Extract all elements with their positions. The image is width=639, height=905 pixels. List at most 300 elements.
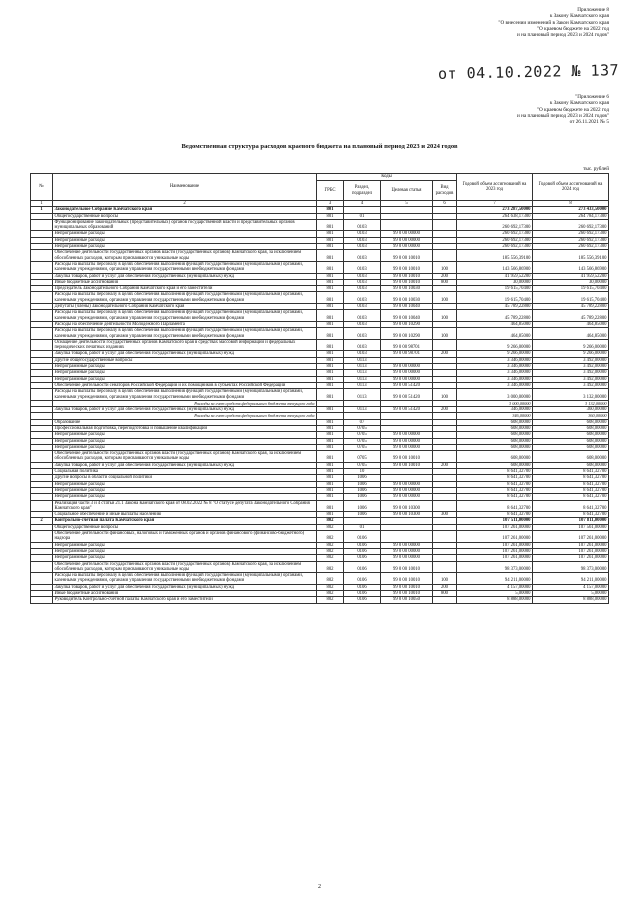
row-name-cell: Расходы на выплаты персоналу в целях обеспечения выполнения функций государственными (муниципальными) органами, казенными учреждениями, органами управления государственными внебюджетными фондами [53,389,317,401]
page-number: 2 [318,884,321,890]
units-label: тыс. рублей [583,166,609,172]
row-name-cell: Расходы за счет средств федерального бюджета текущего года [53,400,317,406]
csr-cell: 99 0 00 51420 [381,382,433,388]
razdel-cell: 0106 [344,597,381,603]
amount-2024-cell: 107 261,00000 [533,542,609,548]
table-row [31,531,609,543]
csr-cell: 99 0 00 10010 [381,561,433,573]
amount-2023-cell: 3 346,00000 [457,357,533,363]
amount-2023-cell: 260 692,17300 [457,237,533,243]
grbs-cell: 801 [317,407,344,413]
razdel-cell: 0705 [344,425,381,431]
razdel-cell: 0106 [344,555,381,561]
amount-2023-cell: 107 261,00000 [457,548,533,554]
amount-2024-cell: 608,00000 [533,444,609,450]
table-row [31,573,609,585]
razdel-cell: 0113 [344,357,381,363]
row-number-cell [31,339,53,351]
csr-cell: 99 0 00 00000 [381,542,433,548]
razdel-cell: 0103 [344,328,381,340]
amount-2024-cell: 3 492,00000 [533,364,609,370]
row-name-cell: Другие общегосударственные вопросы [53,357,317,363]
grbs-cell: 801 [317,432,344,438]
row-name-cell: Обеспечение деятельности государственных органов власти (государственных органов) Камчатского края, за исключением обособленных расходов, которым присваиваются уникальные коды [53,250,317,262]
amount-2024-cell: 8 641,32700 [533,494,609,500]
amount-2023-cell: 3 346,00000 [457,370,533,376]
amount-2024-cell: 608,00000 [533,432,609,438]
csr-cell: 99 0 00 00000 [381,438,433,444]
row-name-cell: Контрольно-счетная палата Камчатского края [53,518,317,524]
grbs-cell: 801 [317,469,344,475]
row-number-cell [31,328,53,340]
amount-2023-cell: 41 959,52200 [457,273,533,279]
amount-2024-cell: 3 492,00000 [533,382,609,388]
amount-2024-cell: 8 641,32700 [533,481,609,487]
row-name-cell: Оснащение деятельности государственных органов Камчатского края в средствах массовой информации и федеральных периодических печатных изданиях [53,339,317,351]
header-vr: Вид расходов [433,181,457,201]
amount-2024-cell: 98 373,00000 [533,561,609,573]
razdel-cell: 0106 [344,561,381,573]
date-number-stamp: от 04.10.2022 № 137 [437,61,620,83]
amount-2023-cell: 8 641,32700 [457,512,533,518]
grbs-cell: 801 [317,213,344,219]
row-name-cell: Закупка товаров, работ и услуг для обеспечения государственных (муниципальных) нужд [53,462,317,468]
razdel-cell: 0103 [344,351,381,357]
row-name-cell: Обеспечение деятельности государственных органов власти (государственных органов) Камчатского края, за исключением обособленных расходов, которым присваиваются уникальные коды [53,561,317,573]
csr-cell: 99 0 00 00000 [381,231,433,237]
amount-2023-cell: 185 556,39100 [457,250,533,262]
razdel-cell: 1006 [344,494,381,500]
vr-cell [433,561,457,573]
csr-cell: 99 0 00 00000 [381,364,433,370]
grbs-cell: 801 [317,512,344,518]
grbs-cell: 801 [317,261,344,273]
amount-2024-cell: 45 789,22800 [533,304,609,310]
razdel-cell: 0106 [344,548,381,554]
grbs-cell: 802 [317,591,344,597]
header-2023: Годовой объем ассигнований на 2023 год [457,174,533,201]
grbs-cell: 801 [317,500,344,512]
amount-2023-cell: 3 000,00000 [457,389,533,401]
grbs-cell: 801 [317,286,344,292]
amount-2024-cell: 5,00000 [533,591,609,597]
razdel-cell: 0103 [344,310,381,322]
row-name-cell: Расходы на выплаты персоналу в целях обеспечения выполнения функций государственными (муниципальными) органами, казенными учреждениями, органами управления государственными внебюджетными фондами [53,573,317,585]
csr-cell: 99 0 00 10030 [381,286,433,292]
table-row [31,451,609,463]
razdel-cell: 0103 [344,237,381,243]
amount-2024-cell: 185 556,39100 [533,250,609,262]
razdel-cell: 0113 [344,407,381,413]
amount-2024-cell: 107 561,00000 [533,524,609,530]
amount-2024-cell: 4 157,00000 [533,584,609,590]
column-number: 5 [381,201,433,207]
row-name-cell: Законодательное Собрание Камчатского края [53,207,317,213]
razdel-cell: 01 [344,213,381,219]
grbs-cell: 801 [317,328,344,340]
row-name-cell: Функционирование законодательных (представительных) органов государственной власти и представительных органов муниципальных образований [53,219,317,231]
amount-2023-cell: 107 261,00000 [457,555,533,561]
header-line: Приложение 8 [577,7,609,13]
razdel-cell: 1006 [344,500,381,512]
amount-2024-cell: 45 789,22800 [533,310,609,322]
amount-2023-cell: 107 261,00000 [457,524,533,530]
razdel-cell: 0113 [344,389,381,401]
header-line: и на плановый период 2023 и 2024 годов" [517,112,609,119]
amount-2024-cell: 260 692,17300 [533,244,609,250]
header-line: "О внесении изменений в Закон Камчатского края [498,19,609,26]
grbs-cell: 802 [317,518,344,524]
amount-2023-cell: 107 261,00000 [457,542,533,548]
amount-2024-cell: 8 641,32700 [533,469,609,475]
grbs-cell: 801 [317,425,344,431]
razdel-cell: 0103 [344,261,381,273]
csr-cell: 99 0 00 10300 [381,500,433,512]
amount-2023-cell: 4 157,00000 [457,584,533,590]
row-name-cell: Закупка товаров, работ и услуг для обеспечения государственных (муниципальных) нужд [53,584,317,590]
amount-2023-cell: 3 346,00000 [457,376,533,382]
amount-2024-cell: 30,00000 [533,279,609,285]
razdel-cell: 0103 [344,304,381,310]
grbs-cell: 801 [317,462,344,468]
row-name-cell: Непрограммные расходы [53,231,317,237]
amount-2024-cell: 3 492,00000 [533,370,609,376]
row-name-cell: Реализация части 3 и 4 статьи 21.1 Закона Камчатского края от 08.02.2022 № 8 "О статусе депутата Законодательного Собрания Камчатского края" [53,500,317,512]
grbs-cell: 801 [317,244,344,250]
grbs-cell: 802 [317,548,344,554]
row-name-cell: Закупка товаров, работ и услуг для обеспечения государственных (муниципальных) нужд [53,407,317,413]
budget-table-body [31,207,609,603]
csr-cell: 99 0 00 00000 [381,370,433,376]
row-name-cell: Непрограммные расходы [53,487,317,493]
row-name-cell: Расходы на выплаты персоналу в целях обеспечения выполнения функций государственными (муниципальными) органами, казенными учреждениями, органами управления государственными внебюджетными фондами [53,328,317,340]
amount-2023-cell: 346,00000 [457,413,533,419]
row-name-cell: Непрограммные расходы [53,244,317,250]
row-number-cell [31,219,53,231]
amount-2024-cell: 264 784,17300 [533,213,609,219]
vr-cell [433,500,457,512]
amount-2023-cell: 98 373,00000 [457,561,533,573]
amount-2024-cell: 464,85000 [533,328,609,340]
grbs-cell: 801 [317,370,344,376]
csr-cell: 99 0 00 10030 [381,292,433,304]
amount-2023-cell: 3 346,00000 [457,382,533,388]
row-name-cell: Закупка товаров, работ и услуг для обеспечения государственных (муниципальных) нужд [53,273,317,279]
table-row [31,561,609,573]
grbs-cell: 801 [317,487,344,493]
amount-2023-cell: 94 211,00000 [457,573,533,585]
csr-cell: 99 0 00 00000 [381,481,433,487]
appendix-header-top [498,7,609,38]
row-number-cell [31,292,53,304]
row-name-cell: Непрограммные расходы [53,370,317,376]
table-row [31,292,609,304]
vr-cell: 200 [433,351,457,357]
csr-cell: 99 0 00 10010 [381,462,433,468]
header-line: "О краевом бюджете на 2022 год [536,25,609,32]
vr-cell: 800 [433,591,457,597]
row-number-cell [31,261,53,273]
razdel-cell: 0103 [344,286,381,292]
column-number: 8 [533,201,609,207]
column-number: 6 [433,201,457,207]
row-number-cell [31,250,53,262]
row-number-cell [31,451,53,463]
amount-2024-cell: 107 811,00000 [533,518,609,524]
amount-2024-cell: 41 959,52200 [533,273,609,279]
amount-2023-cell: 608,00000 [457,419,533,425]
row-name-cell: Председатель Законодательного Собрания Камчатского края и его заместители [53,286,317,292]
amount-2023-cell: 8 641,32700 [457,475,533,481]
row-name-cell: Расходы на выплаты персоналу в целях обеспечения выполнения функций государственными (муниципальными) органами, казенными учреждениями, органами управления государственными внебюджетными фондами [53,310,317,322]
row-name-cell: Непрограммные расходы [53,481,317,487]
grbs-cell: 802 [317,561,344,573]
row-number-cell [31,597,53,603]
amount-2023-cell: 608,00000 [457,451,533,463]
csr-cell: 99 0 00 10010 [381,451,433,463]
header-num: № [31,174,53,201]
amount-2023-cell: 464,85000 [457,321,533,327]
header-line: к Закону Камчатского края [549,13,609,20]
row-name-cell: Непрограммные расходы [53,376,317,382]
razdel-cell: 07 [344,419,381,425]
table-row [31,261,609,273]
razdel-cell: 0705 [344,444,381,450]
row-name-cell: Непрограммные расходы [53,444,317,450]
csr-cell: 99 0 00 00000 [381,494,433,500]
csr-cell: 99 0 00 10290 [381,328,433,340]
razdel-cell: 0106 [344,531,381,543]
amount-2023-cell: 260 692,17300 [457,231,533,237]
grbs-cell: 801 [317,339,344,351]
row-name-cell: Непрограммные расходы [53,494,317,500]
grbs-cell: 801 [317,292,344,304]
razdel-cell: 0705 [344,432,381,438]
amount-2023-cell: 273 287,50000 [457,207,533,213]
razdel-cell: 0103 [344,244,381,250]
amount-2024-cell: 608,00000 [533,451,609,463]
razdel-cell: 0103 [344,250,381,262]
grbs-cell: 802 [317,542,344,548]
amount-2023-cell: 8 641,32700 [457,500,533,512]
vr-cell: 200 [433,407,457,413]
row-name-cell: Расходы за счет средств федерального бюджета текущего года [53,413,317,419]
razdel-cell: 0113 [344,370,381,376]
csr-cell: 99 0 00 00000 [381,487,433,493]
header-line: от 26.11.2021 № 5 [569,119,609,126]
amount-2024-cell: 9 266,00000 [533,351,609,357]
amount-2023-cell: 107 511,00000 [457,518,533,524]
csr-cell: 99 0 00 00000 [381,432,433,438]
razdel-cell: 0705 [344,462,381,468]
row-name-cell: Непрограммные расходы [53,548,317,554]
csr-cell: 99 0 00 00000 [381,244,433,250]
razdel-cell: 01 [344,524,381,530]
row-name-cell: Социальная политика [53,469,317,475]
grbs-cell: 802 [317,573,344,585]
amount-2023-cell: 346,00000 [457,407,533,413]
amount-2024-cell: 8 641,32700 [533,500,609,512]
csr-cell: 99 0 00 10010 [381,279,433,285]
amount-2024-cell: 9 266,00000 [533,339,609,351]
table-row [31,597,609,603]
csr-cell: 99 0 00 10010 [381,261,433,273]
row-name-cell: Непрограммные расходы [53,555,317,561]
row-name-cell: Обеспечение деятельности сенаторов Российской Федерации и их помощников в субъектах Российской Федерации [53,382,317,388]
csr-cell: 99 0 00 51420 [381,407,433,413]
column-number: 1 [31,201,53,207]
row-number-cell [31,573,53,585]
vr-cell: 200 [433,584,457,590]
amount-2023-cell: 608,00000 [457,438,533,444]
vr-cell: 200 [433,273,457,279]
row-name-cell: Непрограммные расходы [53,237,317,243]
csr-cell: 99 0 00 00000 [381,555,433,561]
amount-2024-cell: 273 433,50000 [533,207,609,213]
amount-2023-cell: 608,00000 [457,444,533,450]
amount-2024-cell: 8 888,00000 [533,597,609,603]
razdel-cell: 1006 [344,512,381,518]
amount-2024-cell: 360,00000 [533,413,609,419]
amount-2023-cell: 9 266,00000 [457,339,533,351]
amount-2024-cell: 107 261,00000 [533,531,609,543]
vr-cell: 100 [433,292,457,304]
row-name-cell: Профессиональная подготовка, переподготовка и повышение квалификации [53,425,317,431]
amount-2024-cell: 94 211,00000 [533,573,609,585]
document-title: Ведомственная структура расходов краевого бюджета на плановый период 2023 и 2024 годов [181,143,458,150]
csr-cell: 99 0 00 00000 [381,376,433,382]
table-row [31,500,609,512]
amount-2024-cell: 8 641,32700 [533,487,609,493]
amount-2023-cell: 45 789,22800 [457,304,533,310]
grbs-cell: 801 [317,273,344,279]
razdel-cell: 0103 [344,231,381,237]
amount-2023-cell: 264 638,17300 [457,213,533,219]
razdel-cell: 1006 [344,481,381,487]
row-name-cell: Общегосударственные вопросы [53,524,317,530]
row-number-cell [31,561,53,573]
razdel-cell: 0103 [344,273,381,279]
amount-2024-cell: 260 692,17300 [533,237,609,243]
razdel-cell: 0106 [344,591,381,597]
column-number: 2 [53,201,317,207]
amount-2024-cell: 608,00000 [533,462,609,468]
grbs-cell: 802 [317,584,344,590]
row-name-cell: Иные бюджетные ассигнования [53,279,317,285]
row-name-cell: Расходы на обеспечение деятельности Молодежного Парламента [53,321,317,327]
table-row [31,219,609,231]
grbs-cell: 801 [317,250,344,262]
amount-2023-cell: 8 641,32700 [457,494,533,500]
razdel-cell: 0113 [344,376,381,382]
header-line: "Приложение 6 [575,94,609,100]
amount-2023-cell: 107 261,00000 [457,531,533,543]
vr-cell [433,531,457,543]
razdel-cell: 1006 [344,487,381,493]
grbs-cell: 801 [317,451,344,463]
vr-cell [433,451,457,463]
vr-cell: 100 [433,573,457,585]
column-number: 3 [317,201,344,207]
grbs-cell: 801 [317,389,344,401]
grbs-cell: 801 [317,481,344,487]
razdel-cell: 0106 [344,542,381,548]
razdel-cell: 0103 [344,292,381,304]
amount-2023-cell: 9 266,00000 [457,351,533,357]
razdel-cell: 1006 [344,475,381,481]
amount-2024-cell: 8 641,32700 [533,512,609,518]
header-2024: Годовой объем ассигнований на 2024 год [533,174,609,201]
razdel-cell: 0113 [344,364,381,370]
header-line: и на плановый период 2023 и 2024 годов" [517,32,609,39]
csr-cell: 99 0 00 10040 [381,310,433,322]
amount-2023-cell: 8 888,00000 [457,597,533,603]
budget-table [30,173,609,604]
row-name-cell: Другие вопросы в области социальной политики [53,475,317,481]
grbs-cell: 801 [317,310,344,322]
table-row [31,389,609,401]
amount-2024-cell: 8 641,32700 [533,475,609,481]
row-name-cell: Непрограммные расходы [53,438,317,444]
csr-cell: 99 0 00 00000 [381,548,433,554]
column-number: 7 [457,201,533,207]
csr-cell: 99 0 00 10010 [381,250,433,262]
csr-cell [381,531,433,543]
vr-cell: 300 [433,512,457,518]
grbs-cell: 801 [317,279,344,285]
grbs-cell: 801 [317,357,344,363]
csr-cell: 99 0 00 51420 [381,389,433,401]
row-name-cell: Непрограммные расходы [53,364,317,370]
grbs-cell: 801 [317,475,344,481]
amount-2023-cell: 608,00000 [457,432,533,438]
razdel-cell: 10 [344,469,381,475]
grbs-cell: 801 [317,219,344,231]
razdel-cell: 0103 [344,279,381,285]
grbs-cell: 801 [317,207,344,213]
grbs-cell: 802 [317,524,344,530]
row-name-cell: Расходы на выплаты персоналу в целях обеспечения выполнения функций государственными (муниципальными) органами, казенными учреждениями, органами управления государственными внебюджетными фондами [53,292,317,304]
grbs-cell: 801 [317,237,344,243]
table-row [31,328,609,340]
csr-cell: 99 0 00 10290 [381,321,433,327]
row-number-cell: 2 [31,518,53,524]
vr-cell [433,597,457,603]
amount-2023-cell: 5,00000 [457,591,533,597]
header-line: "О краевом бюджете на 2022 год [536,106,609,113]
amount-2023-cell: 143 566,86900 [457,261,533,273]
amount-2023-cell: 3 000,00000 [457,400,533,406]
amount-2024-cell: 107 261,00000 [533,555,609,561]
row-name-cell: Иные бюджетные ассигнования [53,591,317,597]
csr-cell [381,219,433,231]
row-name-cell: Руководитель Контрольно-счетной палаты Камчатского края и его заместители [53,597,317,603]
amount-2023-cell: 464,85000 [457,328,533,340]
grbs-cell: 802 [317,555,344,561]
amount-2024-cell: 3 492,00000 [533,376,609,382]
razdel-cell: 0106 [344,573,381,585]
row-name-cell: Закупка товаров, работ и услуг для обеспечения государственных (муниципальных) нужд [53,351,317,357]
razdel-cell: 0103 [344,339,381,351]
grbs-cell: 802 [317,531,344,543]
grbs-cell: 801 [317,376,344,382]
header-grbs: ГРБС [317,181,344,201]
row-number-cell [31,310,53,322]
amount-2024-cell: 360,00000 [533,407,609,413]
amount-2024-cell: 608,00000 [533,425,609,431]
amount-2023-cell: 260 692,17300 [457,244,533,250]
amount-2023-cell: 30,00000 [457,279,533,285]
